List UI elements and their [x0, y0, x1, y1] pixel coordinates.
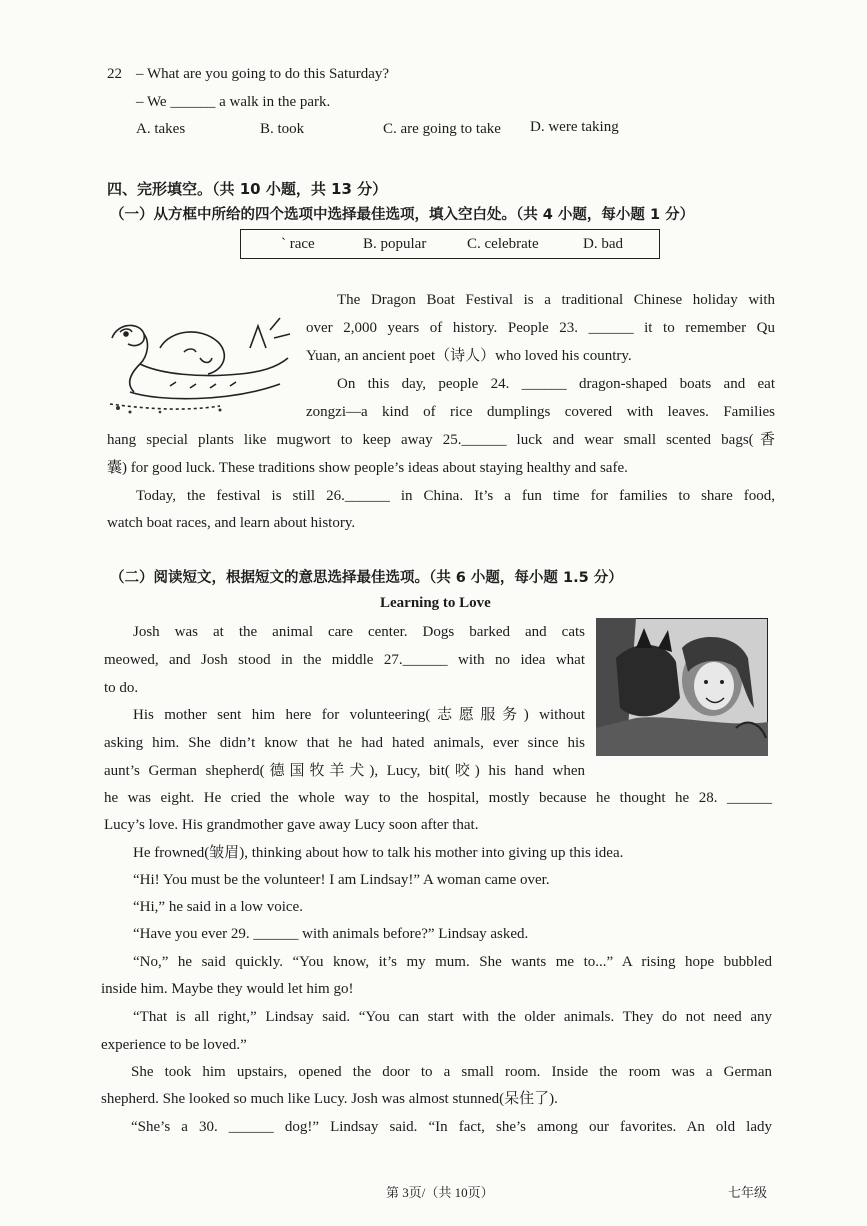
passage1-line-1: The Dragon Boat Festival is a traditional Chinese holiday with	[337, 292, 775, 308]
passage2-line-12: “Have you ever 29. ______ with animals before?” Lindsay asked.	[133, 926, 529, 942]
question-22-text: – What are you going to do this Saturday?	[136, 66, 390, 82]
option-c: C. are going to take	[383, 121, 501, 137]
page-number: 第 3页/（共 10页）	[386, 1185, 494, 1200]
passage2-line-14: inside him. Maybe they would let him go!	[101, 981, 354, 997]
passage2-line-1: Josh was at the animal care center. Dogs barked and cats	[133, 624, 585, 640]
dragon-boat-illustration	[100, 308, 296, 418]
passage2-line-11: “Hi,” he said in a low voice.	[133, 899, 303, 915]
word-box-option-a: ` race	[281, 236, 315, 252]
passage2-line-17: She took him upstairs, opened the door to a small room. Inside the room was a German	[131, 1064, 772, 1080]
passage2-line-10: “Hi! You must be the volunteer! I am Lindsay!” A woman came over.	[133, 872, 550, 888]
passage2-line-15: “That is all right,” Lindsay said. “You can start with the older animals. They do not need any	[133, 1009, 772, 1025]
part-1-heading: （一）从方框中所给的四个选项中选择最佳选项，填入空白处。（共 4 小题，每小题 1 分）	[110, 207, 695, 223]
option-b: B. took	[260, 121, 305, 137]
question-22-number: 22	[107, 66, 122, 82]
passage1-line-4: On this day, people 24. ______ dragon-shaped boats and eat	[337, 376, 775, 392]
passage1-line-9: watch boat races, and learn about history.	[107, 515, 356, 531]
passage1-line-3: Yuan, an ancient poet（诗人）who loved his country.	[306, 348, 632, 364]
word-box-option-c: C. celebrate	[467, 236, 539, 252]
passage2-line-16: experience to be loved.”	[101, 1037, 247, 1053]
word-box-option-b: B. popular	[363, 236, 427, 252]
option-a: A. takes	[136, 121, 186, 137]
passage1-line-8: Today, the festival is still 26.______ in China. It’s a fun time for families to share food,	[136, 488, 775, 504]
passage2-line-7: he was eight. He cried the whole way to the hospital, mostly because he thought he 28. ______	[104, 790, 772, 806]
passage2-line-6: aunt’s German shepherd(德国牧羊犬), Lucy, bit(咬) his hand when	[104, 763, 585, 779]
passage1-line-6: hang special plants like mugwort to keep away 25.______ luck and wear small scented bags(香	[107, 432, 775, 448]
passage2-title: Learning to Love	[380, 595, 491, 611]
passage2-line-3: to do.	[104, 680, 139, 696]
grade-label: 七年级	[728, 1185, 768, 1200]
passage2-line-4: His mother sent him here for volunteering(志愿服务) without	[133, 707, 585, 723]
word-box-option-d: D. bad	[583, 236, 623, 252]
passage2-line-8: Lucy’s love. His grandmother gave away Lucy soon after that.	[104, 817, 479, 833]
passage1-line-7: 囊) for good luck. These traditions show people’s ideas about staying healthy and safe.	[107, 460, 628, 476]
passage2-line-13: “No,” he said quickly. “You know, it’s my mum. She wants me to...” A rising hope bubbled	[133, 954, 772, 970]
question-22-answer: – We ______ a walk in the park.	[136, 94, 331, 110]
section-4-heading: 四、完形填空。（共 10 小题，共 13 分）	[107, 180, 388, 198]
part-2-heading: （二）阅读短文，根据短文的意思选择最佳选项。（共 6 小题，每小题 1.5 分）	[110, 570, 623, 586]
passage1-line-5: zongzi—a kind of rice dumplings covered with leaves. Families	[306, 404, 775, 420]
passage2-line-18: shepherd. She looked so much like Lucy. Josh was almost stunned(呆住了).	[101, 1091, 558, 1107]
passage2-line-2: meowed, and Josh stood in the middle 27.______ with no idea what	[104, 652, 585, 668]
passage2-line-5: asking him. She didn’t know that he had hated animals, ever since his	[104, 735, 585, 751]
word-box	[240, 229, 660, 259]
passage2-line-19: “She’s a 30. ______ dog!” Lindsay said. “In fact, she’s among our favorites. An old lady	[131, 1119, 772, 1135]
passage1-line-2: over 2,000 years of history. People 23. ______ it to remember Qu	[306, 320, 775, 336]
girl-with-dog-photo	[596, 618, 768, 756]
passage2-line-9: He frowned(皱眉), thinking about how to talk his mother into giving up this idea.	[133, 845, 624, 861]
option-d: D. were taking	[530, 119, 619, 135]
